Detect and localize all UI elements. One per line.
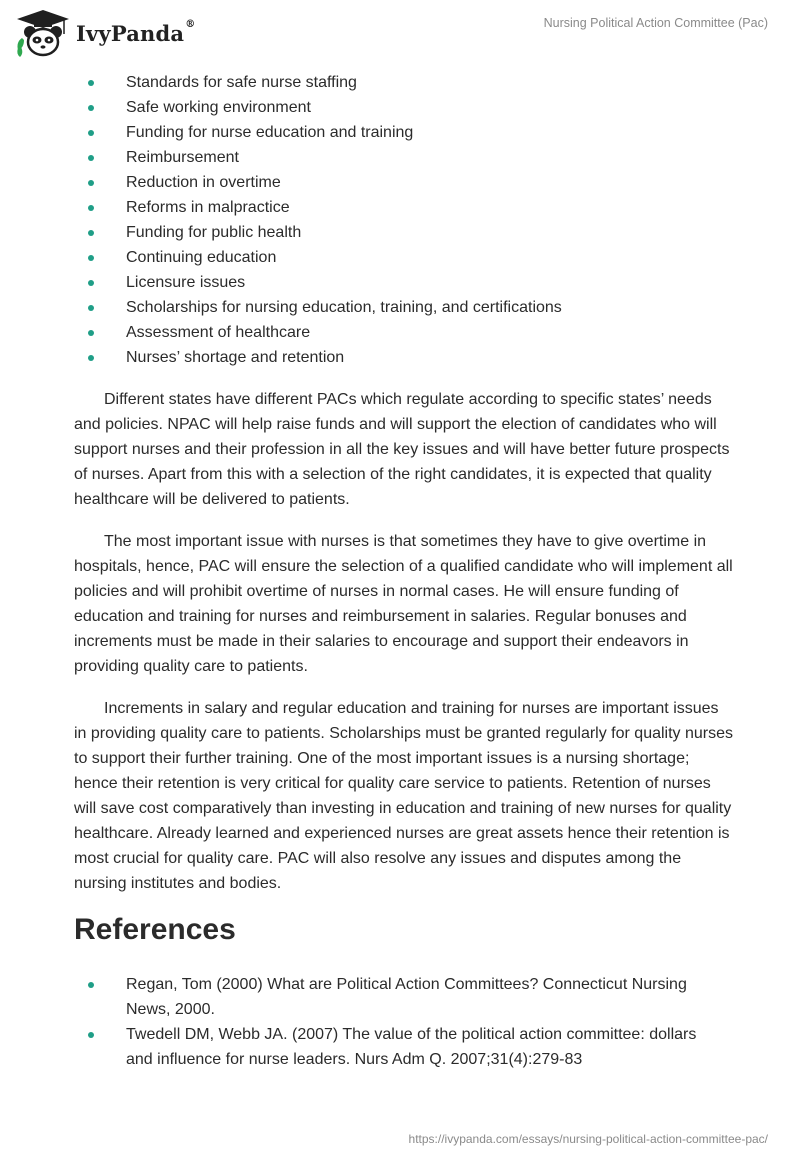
bullet-icon (88, 280, 94, 286)
bullet-icon (88, 205, 94, 211)
brand-logo[interactable] (14, 8, 195, 58)
list-item: Reduction in overtime (0, 170, 800, 195)
bullet-icon (88, 155, 94, 161)
reference-item: Regan, Tom (2000) What are Political Action Committees? Connecticut Nursing News, 2000. (0, 972, 726, 1022)
references-heading: References (74, 913, 236, 946)
bullet-icon (88, 305, 94, 311)
bullet-icon (88, 80, 94, 86)
list-item: Nurses’ shortage and retention (0, 345, 800, 370)
page-header (0, 0, 800, 64)
references-list (0, 972, 800, 1072)
issues-list (0, 70, 800, 370)
paragraph: Increments in salary and regular education and training for nurses are important issues in providing quality care to patients. Scholarships must be granted regularly for quality nurses to support their further training. One of the most important issues is a nursing shortage; hence their retention is very critical for quality care service to patients. Retention of nurses will save cost comparatively than investing in education and training of new nurses for quality healthcare. Already learned and experienced nurses are great assets hence their retention is most crucial for quality care. PAC will also resolve any issues and disputes among the nursing institutes and bodies. (74, 700, 734, 892)
list-item: Reforms in malpractice (0, 195, 800, 220)
list-item: Safe working environment (0, 95, 800, 120)
bullet-icon (88, 230, 94, 236)
paragraph: The most important issue with nurses is that sometimes they have to give overtime in hospitals, hence, PAC will ensure the selection of a qualified candidate who will implement all policies and will prohibit overtime of nurses in normal cases. He will ensure funding of education and training for nurses and reimbursement in salaries. Regular bonuses and increments must be made in their salaries to encourage and support their endeavors in providing quality care to patients. (74, 533, 733, 675)
list-item: Assessment of healthcare (0, 320, 800, 345)
paragraph: Different states have different PACs which regulate according to specific states’ needs and policies. NPAC will help raise funds and will support the election of candidates who will support nurses and their profession in all the key issues and will have better future prospects of nurses. Apart from this with a selection of the right candidates, it is expected that quality healthcare will be delivered to patients. (74, 391, 730, 508)
reference-item: Twedell DM, Webb JA. (2007) The value of the political action committee: dollars and influence for nurse leaders. Nurs Adm Q. 2007;31(4):279-83 (0, 1022, 726, 1072)
list-item: Licensure issues (0, 270, 800, 295)
bullet-icon (88, 180, 94, 186)
bullet-icon (88, 1032, 94, 1038)
list-item: Funding for public health (0, 220, 800, 245)
bullet-icon (88, 330, 94, 336)
document-title: Nursing Political Action Committee (Pac) (543, 16, 768, 30)
list-item: Continuing education (0, 245, 800, 270)
body-text (74, 387, 734, 913)
source-url-link[interactable]: https://ivypanda.com/essays/nursing-political-action-committee-pac/ (408, 1132, 768, 1146)
list-item: Reimbursement (0, 145, 800, 170)
panda-graduate-icon (14, 8, 72, 58)
list-item: Funding for nurse education and training (0, 120, 800, 145)
bullet-icon (88, 105, 94, 111)
list-item: Scholarships for nursing education, training, and certifications (0, 295, 800, 320)
bullet-icon (88, 255, 94, 261)
brand-name: IvyPanda® (76, 18, 196, 46)
list-item: Standards for safe nurse staffing (0, 70, 800, 95)
bullet-icon (88, 130, 94, 136)
bullet-icon (88, 982, 94, 988)
bullet-icon (88, 355, 94, 361)
